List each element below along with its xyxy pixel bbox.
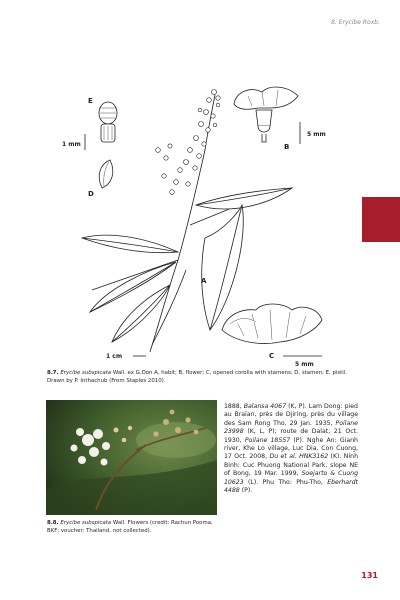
body-italic-1: Balansa 4067 <box>243 403 287 410</box>
scale-label-e: 1 mm <box>62 141 81 148</box>
body-text-2: (K, P). Lam Dong: pied au Braïan, près de Djiring, près du village des Sam Rong Tho, 29 Jan. 1935, <box>224 403 358 427</box>
caption2-species: Erycibe subspicata <box>60 520 112 526</box>
body-text-6: (L). Phu Tho: Phu-Tho, <box>243 478 328 486</box>
flower-photo <box>46 400 217 515</box>
figure-caption-8-7 <box>47 369 357 385</box>
scale-label-a: 1 cm <box>106 353 123 360</box>
label-a: A <box>201 277 207 285</box>
label-b: B <box>284 143 290 151</box>
body-italic-6: Eberhardt 4488 <box>224 478 358 495</box>
body-italic-2: Poilane 23998 <box>224 419 358 436</box>
body-italic-4: Du et al. HNK3162 <box>269 453 329 461</box>
caption1-species: Erycibe subspicata <box>60 370 112 376</box>
caption2-authority: Wall. <box>112 520 126 526</box>
flower-photo-image <box>46 400 217 515</box>
body-text-1: 1888, <box>224 403 244 410</box>
running-head-genus: 8. Erycibe Roxb. <box>331 19 380 26</box>
page-number: 131 <box>361 571 378 580</box>
inflorescence-buds <box>156 90 221 195</box>
body-italic-3: Poilane 18557 <box>244 436 291 444</box>
figure-caption-8-8 <box>47 519 215 535</box>
body-text-4: (P). Nghe An: Gianh river, Khe Lo village, Luc Dia, Con Cuong, 17 Oct. 2008, <box>224 436 358 461</box>
label-c: C <box>269 352 275 360</box>
caption1-number: 8.7. <box>47 370 59 376</box>
caption2-number: 8.8. <box>47 520 59 526</box>
opened-corolla-drawing <box>222 304 322 344</box>
body-italic-5: Soejarto & Cuong 10623 <box>224 470 358 486</box>
flower-drawing <box>234 87 298 142</box>
body-text-3: (K, L, P); route de Dalat, 21 Oct. 1930, <box>224 428 358 444</box>
caption1-text: A, habit; B, flower; C, opened corolla with stamens; D, stamen; E, pistil. Drawn by P. Inthachub (From Staples 2010). <box>47 370 348 384</box>
scale-label-b: 5 mm <box>307 131 326 138</box>
pistil-drawing <box>99 102 117 142</box>
specimen-citations <box>224 403 358 495</box>
stamen-drawing <box>99 160 113 188</box>
label-d: D <box>88 190 94 198</box>
caption1-authority: Wall. ex G.Don <box>112 370 153 376</box>
body-text-7: (P). <box>239 487 253 495</box>
body-text-5: (K). Ninh Binh: Cuc Phuong National Park, slope NE of Bong, 19 Mar. 1999, <box>224 453 359 478</box>
scale-label-c: 5 mm <box>295 361 314 368</box>
caption2-text: Flowers (credit: Rachun Pooma, BKF; voucher: Thailand, not collected). <box>47 520 213 534</box>
label-e: E <box>88 97 93 105</box>
